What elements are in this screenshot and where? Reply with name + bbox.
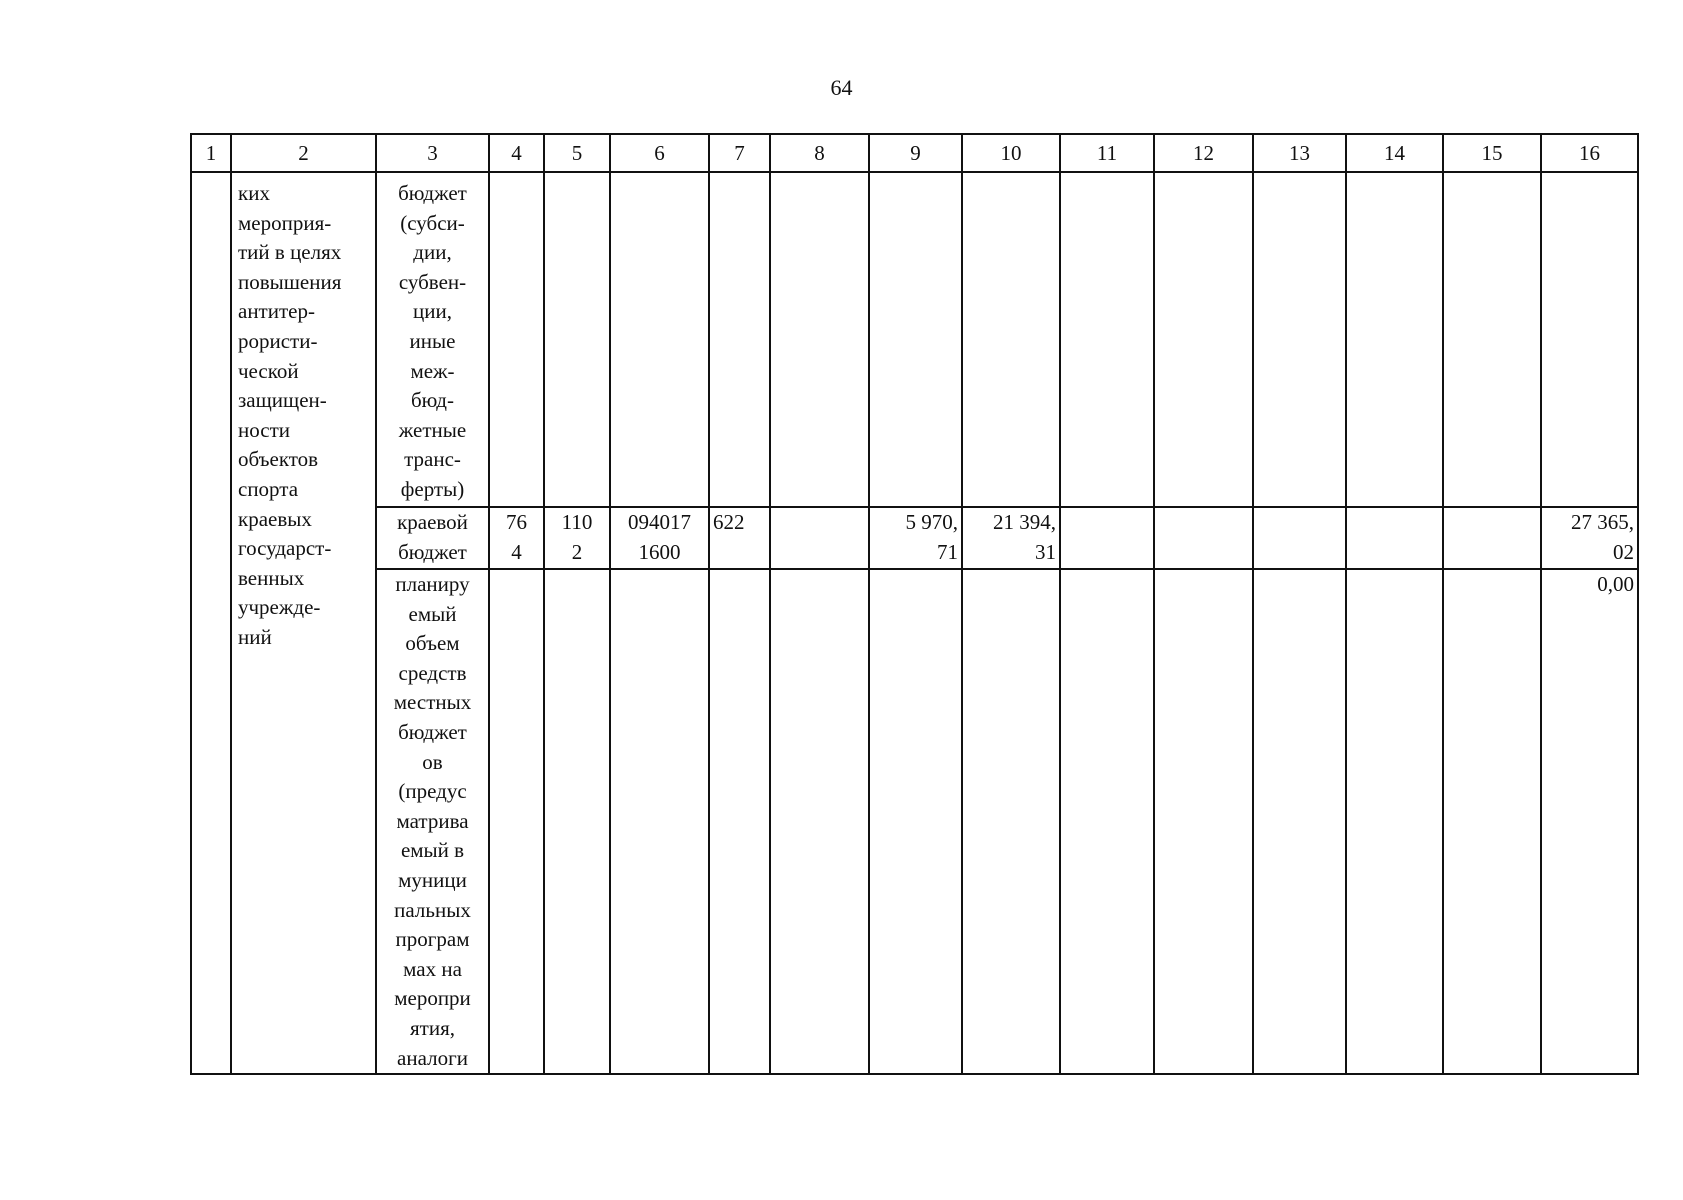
budget-table (190, 133, 1639, 1075)
data-cell (770, 172, 869, 507)
data-cell (1060, 507, 1154, 569)
data-cell (1154, 569, 1253, 1074)
data-cell (544, 569, 610, 1074)
header-cell-13: 13 (1253, 134, 1346, 172)
data-cell (1060, 569, 1154, 1074)
total-amount-cell: 27 365, 02 (1541, 507, 1638, 569)
data-cell (1346, 569, 1443, 1074)
data-cell (489, 172, 544, 507)
data-cell (1253, 507, 1346, 569)
data-cell (770, 507, 869, 569)
header-cell-1: 1 (191, 134, 231, 172)
amount-cell: 5 970, 71 (869, 507, 962, 569)
code-cell: 094017 1600 (610, 507, 709, 569)
data-cell (962, 569, 1060, 1074)
funding-source-cell: бюджет (субси- дии, субвен- ции, иные меж- бюд- жетные транс- ферты) (376, 172, 489, 507)
data-cell (1346, 172, 1443, 507)
code-cell: 76 4 (489, 507, 544, 569)
header-cell-4: 4 (489, 134, 544, 172)
data-cell (1346, 507, 1443, 569)
header-cell-14: 14 (1346, 134, 1443, 172)
code-cell: 622 (709, 507, 770, 569)
data-cell (610, 172, 709, 507)
header-cell-2: 2 (231, 134, 376, 172)
header-cell-8: 8 (770, 134, 869, 172)
data-cell (1154, 172, 1253, 507)
total-amount-cell: 0,00 (1541, 569, 1638, 1074)
page-number: 64 (830, 75, 853, 100)
amount-cell: 21 394, 31 (962, 507, 1060, 569)
header-cell-9: 9 (869, 134, 962, 172)
funding-source-cell: краевой бюджет (376, 507, 489, 569)
data-cell (962, 172, 1060, 507)
funding-source-cell: планиру емый объем средств местных бюджет ов (предус матрива емый в муници пальных програм мах на меропри ятия, аналоги (376, 569, 489, 1074)
header-cell-3: 3 (376, 134, 489, 172)
header-cell-5: 5 (544, 134, 610, 172)
data-cell (1253, 569, 1346, 1074)
data-cell (1154, 507, 1253, 569)
data-cell (610, 569, 709, 1074)
header-cell-10: 10 (962, 134, 1060, 172)
header-cell-7: 7 (709, 134, 770, 172)
header-cell-15: 15 (1443, 134, 1541, 172)
data-cell (544, 172, 610, 507)
activity-name-cell: ких мероприя- тий в целях повышения антитер- рористи- ческой защищен- ности объектов спорта краевых государст- венных учрежде- ний (231, 172, 376, 1074)
data-cell (1541, 172, 1638, 507)
data-cell (770, 569, 869, 1074)
data-cell (709, 569, 770, 1074)
header-cell-16: 16 (1541, 134, 1638, 172)
data-cell (1253, 172, 1346, 507)
row-number-cell (191, 172, 231, 1074)
data-cell (1443, 507, 1541, 569)
table-row-other-transfers (191, 172, 1638, 507)
header-row (191, 134, 1638, 172)
data-cell (869, 172, 962, 507)
data-cell (869, 569, 962, 1074)
header-cell-11: 11 (1060, 134, 1154, 172)
data-cell (489, 569, 544, 1074)
code-cell: 110 2 (544, 507, 610, 569)
data-cell (709, 172, 770, 507)
header-cell-6: 6 (610, 134, 709, 172)
data-cell (1060, 172, 1154, 507)
table-row-local-budgets (191, 569, 1638, 1074)
header-cell-12: 12 (1154, 134, 1253, 172)
data-cell (1443, 569, 1541, 1074)
data-cell (1443, 172, 1541, 507)
table-row-regional-budget (191, 507, 1638, 569)
